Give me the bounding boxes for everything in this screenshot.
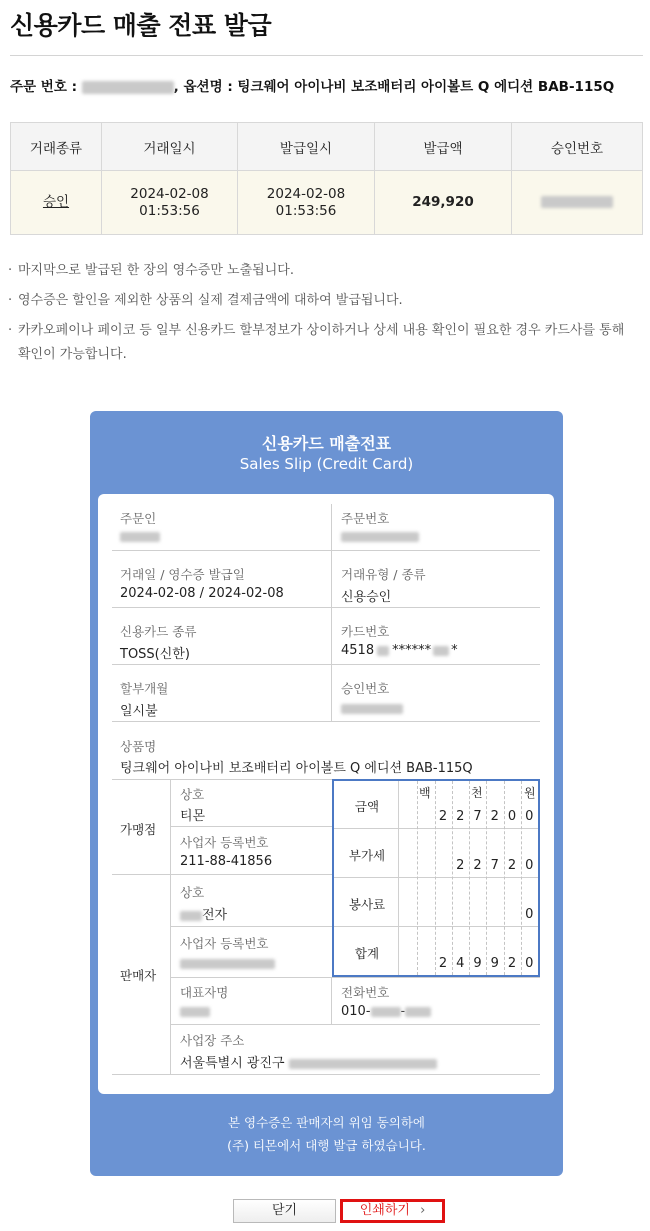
redacted-phone-middle [371, 1007, 401, 1017]
amount-digit: 2 [456, 858, 465, 873]
redacted-order-number [341, 532, 419, 542]
redacted-orderer [120, 532, 160, 542]
row-divider [112, 721, 540, 722]
dates-label: 거래일 / 영수증 발급일 [120, 567, 245, 582]
column-divider [331, 504, 332, 722]
amount-cell [375, 171, 512, 235]
seller-name-value [180, 904, 227, 923]
title-divider [10, 55, 643, 56]
amount-digit: 2 [507, 858, 517, 873]
slip-body [98, 494, 554, 1094]
order-number-label: 주문 번호 : [10, 79, 82, 95]
product-value: 팅크웨어 아이나비 보조배터리 아이볼트 Q 에디션 BAB-115Q [120, 761, 473, 776]
notice-item: · 영수증은 할인을 제외한 상품의 실제 결제금액에 대하여 발급됩니다. [8, 289, 640, 313]
unit-hundred: 백 [419, 786, 431, 800]
card-number-mask: ****** [392, 643, 432, 658]
column-header-trade-datetime: 거래일시 [102, 123, 238, 171]
approval-number-label: 승인번호 [341, 681, 390, 696]
column-header-type: 거래종류 [11, 123, 102, 171]
amount-digit: 7 [490, 858, 499, 873]
row-divider [112, 1074, 540, 1075]
print-button-label: 인쇄하기 [359, 1203, 410, 1218]
order-info [10, 79, 635, 95]
row-divider [112, 607, 540, 608]
phone-prefix: 010- [341, 1004, 371, 1019]
amount-digit: 0 [525, 809, 534, 824]
address-label: 사업장 주소 [180, 1033, 245, 1048]
trade-date: 2024-02-08 [130, 185, 209, 202]
digit-column-divider [417, 781, 418, 975]
row-divider [170, 1024, 540, 1025]
merchant-reg-value: 211-88-41856 [180, 854, 273, 869]
slip-title: 신용카드 매출전표 [261, 434, 392, 453]
table-header-row [11, 123, 643, 171]
installment-value: 일시불 [120, 704, 158, 719]
amount-row-label: 합계 [354, 946, 380, 961]
receipt-summary-table [10, 122, 643, 235]
amount-row-label: 봉사료 [348, 897, 386, 912]
seller-reg-label: 사업자 등록번호 [180, 936, 269, 951]
row-divider [170, 826, 332, 827]
amount-digit: 2 [438, 809, 448, 824]
redacted-order-number [82, 81, 174, 94]
installment-label: 할부개월 [120, 681, 169, 696]
row-divider [334, 926, 538, 927]
redacted-seller-name [180, 911, 202, 921]
issue-datetime-cell [238, 171, 375, 235]
seller-name-label: 상호 [180, 885, 205, 900]
merchant-section-label: 가맹점 [120, 822, 157, 837]
redacted-seller-reg [180, 959, 275, 969]
row-divider [112, 664, 540, 665]
amount-digit: 0 [525, 858, 534, 873]
trade-type-value: 신용승인 [341, 590, 392, 605]
row-divider [112, 550, 540, 551]
unit-thousand: 천 [471, 786, 483, 800]
address-value [180, 1052, 437, 1071]
redacted-approval-number [541, 196, 613, 208]
row-divider [170, 977, 540, 978]
amount-digit: 0 [525, 956, 534, 971]
redacted-representative [180, 1007, 210, 1017]
amount-digit: 0 [507, 809, 517, 824]
row-divider [334, 877, 538, 878]
page-title: 신용카드 매출 전표 발급 [10, 11, 272, 40]
amount-digit: 0 [525, 907, 534, 922]
amount-digit: 9 [490, 956, 499, 971]
slip-footer [90, 1111, 563, 1157]
column-header-approval-number: 승인번호 [512, 123, 643, 171]
merchant-reg-label: 사업자 등록번호 [180, 835, 269, 850]
dates-value: 2024-02-08 / 2024-02-08 [120, 586, 284, 601]
redacted-phone-last [405, 1007, 431, 1017]
redacted-approval-number [341, 704, 403, 714]
amount-digit: 2 [490, 809, 499, 824]
representative-label: 대표자명 [180, 985, 229, 1000]
card-number-label: 카드번호 [341, 624, 390, 639]
phone-label: 전화번호 [341, 985, 390, 1000]
redacted-card-digits [433, 646, 449, 656]
trade-datetime-cell [102, 171, 238, 235]
column-header-issue-datetime: 발급일시 [238, 123, 375, 171]
merchant-name-value: 티몬 [180, 809, 206, 824]
issue-date: 2024-02-08 [266, 185, 346, 202]
redacted-card-digits [377, 646, 389, 656]
row-divider [334, 828, 538, 829]
merchant-name-label: 상호 [180, 787, 205, 802]
amount-row-label: 부가세 [348, 848, 386, 863]
phone-separator: - [400, 1004, 406, 1019]
trade-type-label: 거래유형 / 종류 [341, 567, 426, 582]
footer-line-1: 본 영수증은 판매자의 위임 동의하에 [227, 1115, 426, 1130]
print-button[interactable] [340, 1199, 445, 1223]
close-button[interactable]: 닫기 [233, 1199, 336, 1223]
table-row [11, 171, 643, 235]
issued-amount: 249,920 [412, 194, 474, 210]
notice-item: · 카카오페이나 페이코 등 일부 신용카드 할부정보가 상이하거나 상세 내용 확인이 필요한 경우 카드사를 통해 확인이 가능합니다. [8, 319, 640, 367]
card-type-label: 신용카드 종류 [120, 624, 197, 639]
chevron-right-icon: › [420, 1203, 426, 1218]
column-header-amount: 발급액 [375, 123, 512, 171]
amount-digit: 2 [473, 858, 482, 873]
transaction-type-link[interactable]: 승인 [42, 194, 70, 210]
address-prefix: 서울특별시 광진구 [180, 1056, 285, 1071]
card-number-prefix: 4518 [341, 643, 375, 658]
card-number-suffix: * [451, 643, 458, 658]
amount-digit: 7 [473, 809, 482, 824]
amount-digit: 4 [456, 956, 465, 971]
card-number-value [341, 643, 458, 658]
amount-digit: 2 [438, 956, 448, 971]
notice-item: · 마지막으로 발급된 한 장의 영수증만 노출됩니다. [8, 259, 640, 283]
phone-value [341, 1004, 431, 1019]
unit-won: 원 [524, 786, 536, 800]
row-divider [170, 926, 332, 927]
slip-subtitle: Sales Slip (Credit Card) [239, 455, 414, 473]
option-name: , 옵션명 : 팅크웨어 아이나비 보조배터리 아이볼트 Q 에디션 BAB-115Q [173, 79, 615, 95]
product-label: 상품명 [120, 739, 157, 754]
amount-grid [332, 779, 540, 977]
trade-time: 01:53:56 [139, 202, 200, 219]
notice-list [8, 259, 640, 373]
footer-line-2: (주) 티몬에서 대행 발급 하였습니다. [227, 1138, 426, 1153]
transaction-type-cell [11, 171, 102, 235]
seller-section-label: 판매자 [120, 968, 157, 983]
card-type-value: TOSS(신한) [120, 647, 190, 662]
amount-digit: 2 [456, 809, 465, 824]
amount-row-label: 금액 [354, 799, 380, 814]
sales-slip [90, 411, 563, 1176]
approval-number-cell [512, 171, 643, 235]
seller-name-suffix: 전자 [202, 908, 228, 923]
redacted-address-detail [289, 1059, 437, 1069]
orderer-label: 주문인 [120, 511, 157, 526]
amount-digit: 2 [507, 956, 517, 971]
row-divider [112, 874, 332, 875]
amount-digit: 9 [473, 956, 482, 971]
issue-time: 01:53:56 [275, 202, 337, 219]
order-number-label: 주문번호 [341, 511, 390, 526]
column-divider [331, 977, 332, 1024]
